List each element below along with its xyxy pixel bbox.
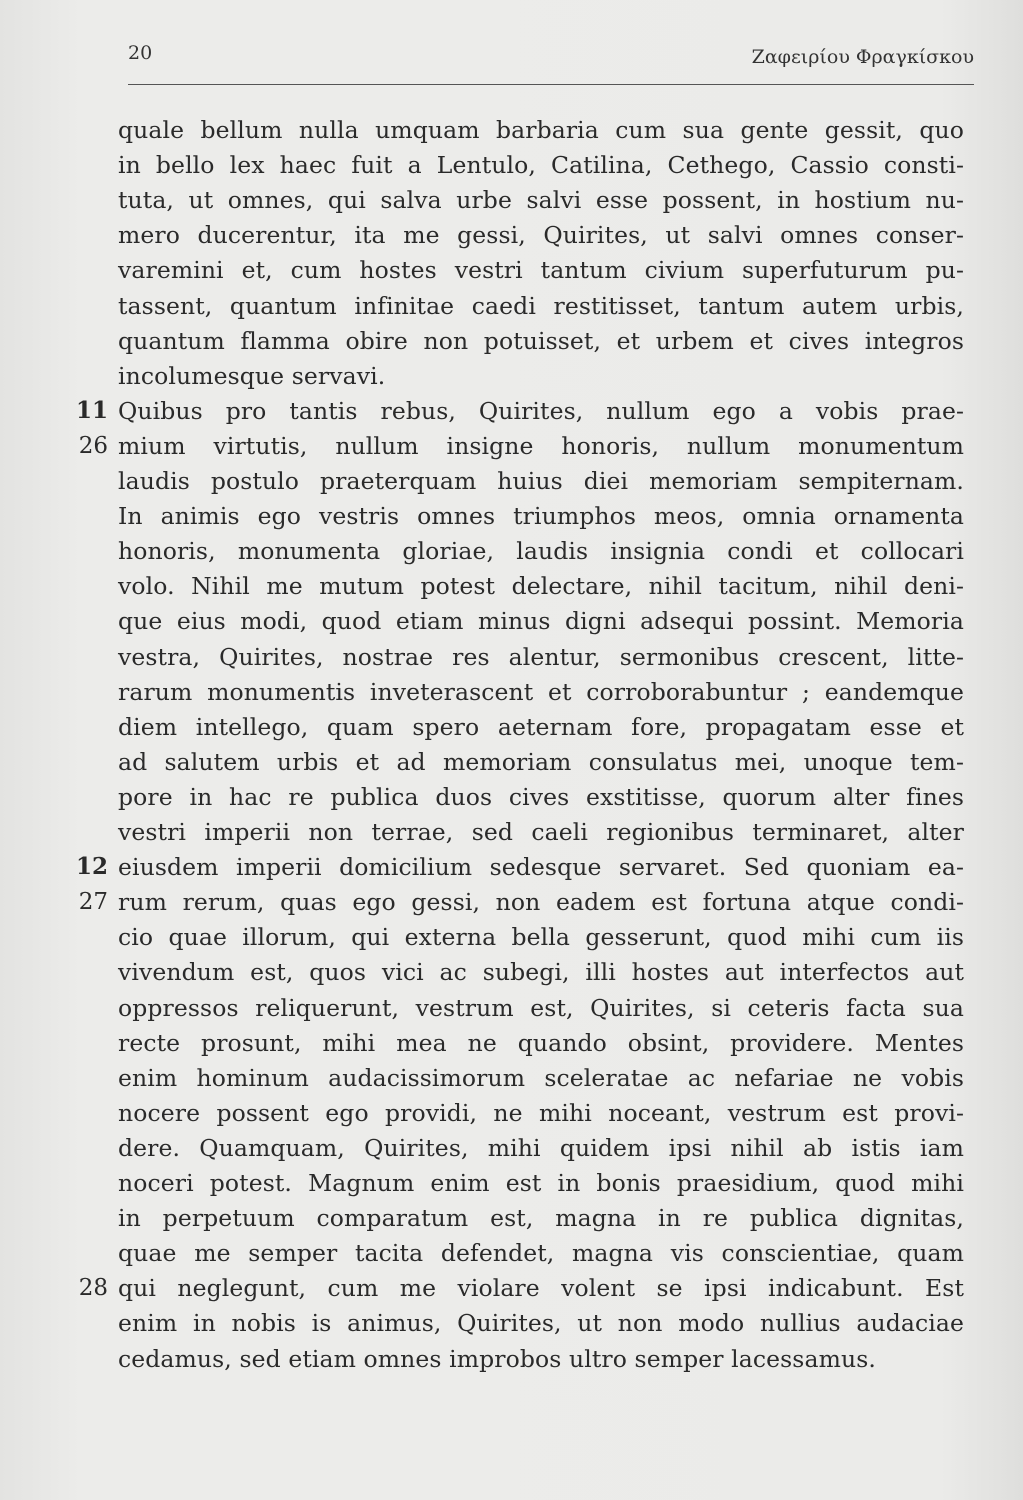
text-line: vestri imperii non terrae, sed caeli regionibus terminaret, alter: [118, 818, 964, 846]
text-line: tassent, quantum infinitae caedi restitisset, tantum autem urbis,: [118, 291, 964, 320]
text-line: dere. Quamquam, Quirites, mihi quidem ipsi nihil ab istis iam: [118, 1133, 964, 1162]
text-line: enim in nobis is animus, Quirites, ut non modo nullius audaciae: [118, 1309, 964, 1338]
text-line: incolumesque servavi.: [118, 361, 386, 390]
text-line: vestra, Quirites, nostrae res alentur, sermonibus crescent, litte-: [118, 642, 964, 671]
text-line: cedamus, sed etiam omnes improbos ultro semper lacessamus.: [118, 1344, 876, 1373]
text-line: nocere possent ego providi, ne mihi noceant, vestrum est provi-: [118, 1098, 964, 1127]
margin-line-marker: 27: [78, 889, 108, 916]
page-number: 20: [128, 42, 153, 64]
text-line: pore in hac re publica duos cives exstitisse, quorum alter fines: [118, 782, 964, 811]
text-line: rum rerum, quas ego gessi, non eadem est fortuna atque condi-: [118, 888, 964, 917]
margin-line-marker: 26: [78, 432, 108, 459]
text-line: in bello lex haec fuit a Lentulo, Catilina, Cethego, Cassio consti-: [118, 151, 964, 180]
text-line: quae me semper tacita defendet, magna vis conscientiae, quam: [118, 1239, 964, 1268]
text-line: In animis ego vestris omnes triumphos meos, omnia ornamenta: [118, 502, 964, 531]
text-line: mero ducerentur, ita me gessi, Quirites, ut salvi omnes conser-: [118, 221, 964, 250]
text-line: oppressos reliquerunt, vestrum est, Quirites, si ceteris facta sua: [118, 993, 964, 1022]
text-line: volo. Nihil me mutum potest delectare, nihil tacitum, nihil deni-: [118, 572, 964, 601]
text-line: laudis postulo praeterquam huius diei memoriam sempiternam.: [118, 467, 964, 495]
text-line: quale bellum nulla umquam barbaria cum sua gente gessit, quo: [118, 116, 964, 144]
margin-line-marker: 12: [75, 853, 108, 881]
text-line: qui neglegunt, cum me violare volent se ipsi indicabunt. Est: [118, 1274, 964, 1303]
text-line: quantum flamma obire non potuisset, et urbem et cives integros: [118, 326, 964, 355]
text-line: varemini et, cum hostes vestri tantum civium superfuturum pu-: [118, 256, 964, 285]
text-line: noceri potest. Magnum enim est in bonis praesidium, quod mihi: [118, 1169, 964, 1197]
text-line: in perpetuum comparatum est, magna in re publica dignitas,: [118, 1204, 964, 1233]
running-head: Ζαφειρίου Φραγκίσκου: [751, 46, 974, 68]
text-line: eiusdem imperii domicilium sedesque servaret. Sed quoniam ea-: [118, 853, 964, 882]
text-line: enim hominum audacissimorum sceleratae ac nefariae ne vobis: [118, 1063, 964, 1092]
text-line: que eius modi, quod etiam minus digni adsequi possint. Memoria: [118, 607, 964, 636]
text-line: honoris, monumenta gloriae, laudis insignia condi et collocari: [118, 537, 964, 566]
text-line: rarum monumentis inveterascent et corroborabuntur ; eandemque: [118, 677, 964, 706]
page-header: [128, 40, 974, 85]
text-line: mium virtutis, nullum insigne honoris, nullum monumentum: [118, 431, 964, 460]
text-line: diem intellego, quam spero aeternam fore, propagatam esse et: [118, 712, 964, 741]
margin-line-marker: 11: [75, 396, 108, 424]
text-line: Quibus pro tantis rebus, Quirites, nullum ego a vobis prae-: [118, 396, 964, 425]
text-line: ad salutem urbis et ad memoriam consulatus mei, unoque tem-: [118, 747, 964, 776]
text-line: cio quae illorum, qui externa bella gesserunt, quod mihi cum iis: [118, 923, 964, 952]
text-line: vivendum est, quos vici ac subegi, illi hostes aut interfectos aut: [118, 958, 964, 987]
text-line: tuta, ut omnes, qui salva urbe salvi esse possent, in hostium nu-: [118, 186, 964, 215]
margin-line-marker: 28: [78, 1275, 108, 1302]
text-line: recte prosunt, mihi mea ne quando obsint, providere. Mentes: [118, 1028, 964, 1057]
